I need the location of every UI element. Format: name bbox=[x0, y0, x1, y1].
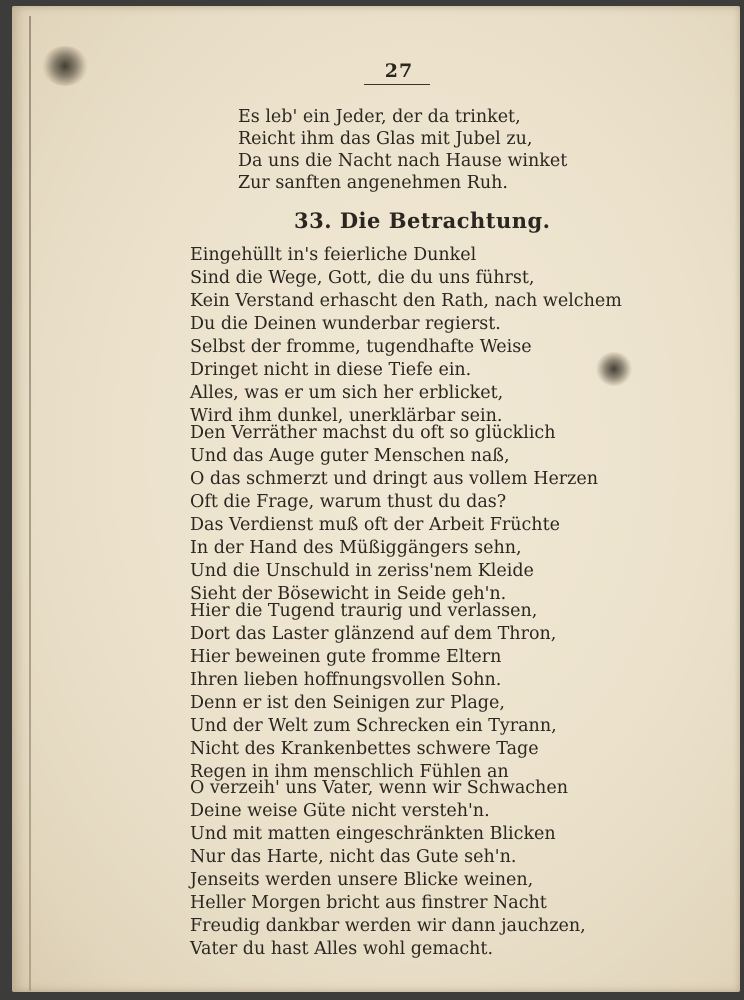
ink-stain-top-left bbox=[42, 46, 88, 86]
verse-line: Das Verdienst muß oft der Arbeit Früchte bbox=[190, 515, 560, 535]
verse-line: Es leb' ein Jeder, der da trinket, bbox=[238, 107, 521, 127]
verse-line: Zur sanften angenehmen Ruh. bbox=[238, 173, 508, 193]
intro-stanza bbox=[238, 106, 567, 194]
verse-line: Heller Morgen bricht aus finstrer Nacht bbox=[190, 893, 547, 913]
verse-line: Nicht des Krankenbettes schwere Tage bbox=[190, 739, 539, 759]
verse-line: Und der Welt zum Schrecken ein Tyrann, bbox=[190, 716, 557, 736]
verse-line: Dringet nicht in diese Tiefe ein. bbox=[190, 360, 472, 380]
verse-line: Reicht ihm das Glas mit Jubel zu, bbox=[238, 129, 533, 149]
poem-stanza-3 bbox=[190, 600, 557, 784]
verse-line: Und die Unschuld in zeriss'nem Kleide bbox=[190, 561, 534, 581]
poem-stanza-2 bbox=[190, 422, 598, 606]
verse-line: Eingehüllt in's feierliche Dunkel bbox=[190, 245, 477, 265]
verse-line: Wird ihm dunkel, unerklärbar sein. bbox=[190, 406, 503, 426]
verse-line: Alles, was er um sich her erblicket, bbox=[190, 383, 504, 403]
poem-stanza-1 bbox=[190, 244, 622, 428]
verse-line: Und das Auge guter Menschen naß, bbox=[190, 446, 510, 466]
book-page bbox=[12, 6, 740, 992]
verse-line: Dort das Laster glänzend auf dem Thron, bbox=[190, 624, 557, 644]
verse-line: Da uns die Nacht nach Hause winket bbox=[238, 151, 568, 171]
verse-line: Ihren lieben hoffnungsvollen Sohn. bbox=[190, 670, 502, 690]
poem-title: 33. Die Betrachtung. bbox=[294, 208, 551, 233]
verse-line: Den Verräther machst du oft so glücklich bbox=[190, 423, 556, 443]
verse-line: O das schmerzt und dringt aus vollem Herzen bbox=[190, 469, 599, 489]
page-gutter-edge bbox=[29, 16, 31, 991]
verse-line: Deine weise Güte nicht versteh'n. bbox=[190, 801, 490, 821]
page-number: 27 bbox=[384, 60, 414, 82]
verse-line: Jenseits werden unsere Blicke weinen, bbox=[190, 870, 534, 890]
verse-line: O verzeih' uns Vater, wenn wir Schwachen bbox=[190, 778, 568, 798]
poem-stanza-4 bbox=[190, 777, 586, 961]
verse-line: Kein Verstand erhascht den Rath, nach welchem bbox=[190, 291, 622, 311]
verse-line: Freudig dankbar werden wir dann jauchzen, bbox=[190, 916, 586, 936]
verse-line: Vater du hast Alles wohl gemacht. bbox=[190, 939, 494, 959]
verse-line: In der Hand des Müßiggängers sehn, bbox=[190, 538, 522, 558]
verse-line: Sind die Wege, Gott, die du uns führst, bbox=[190, 268, 535, 288]
verse-line: Oft die Frage, warum thust du das? bbox=[190, 492, 507, 512]
verse-line: Hier beweinen gute fromme Eltern bbox=[190, 647, 502, 667]
verse-line: Und mit matten eingeschränkten Blicken bbox=[190, 824, 556, 844]
page-number-rule bbox=[364, 84, 430, 85]
verse-line: Hier die Tugend traurig und verlassen, bbox=[190, 601, 538, 621]
verse-line: Du die Deinen wunderbar regierst. bbox=[190, 314, 501, 334]
verse-line: Regen in ihm menschlich Fühlen an bbox=[190, 762, 509, 782]
verse-line: Nur das Harte, nicht das Gute seh'n. bbox=[190, 847, 517, 867]
verse-line: Sieht der Bösewicht in Seide geh'n. bbox=[190, 584, 507, 604]
verse-line: Denn er ist den Seinigen zur Plage, bbox=[190, 693, 505, 713]
verse-line: Selbst der fromme, tugendhafte Weise bbox=[190, 337, 532, 357]
